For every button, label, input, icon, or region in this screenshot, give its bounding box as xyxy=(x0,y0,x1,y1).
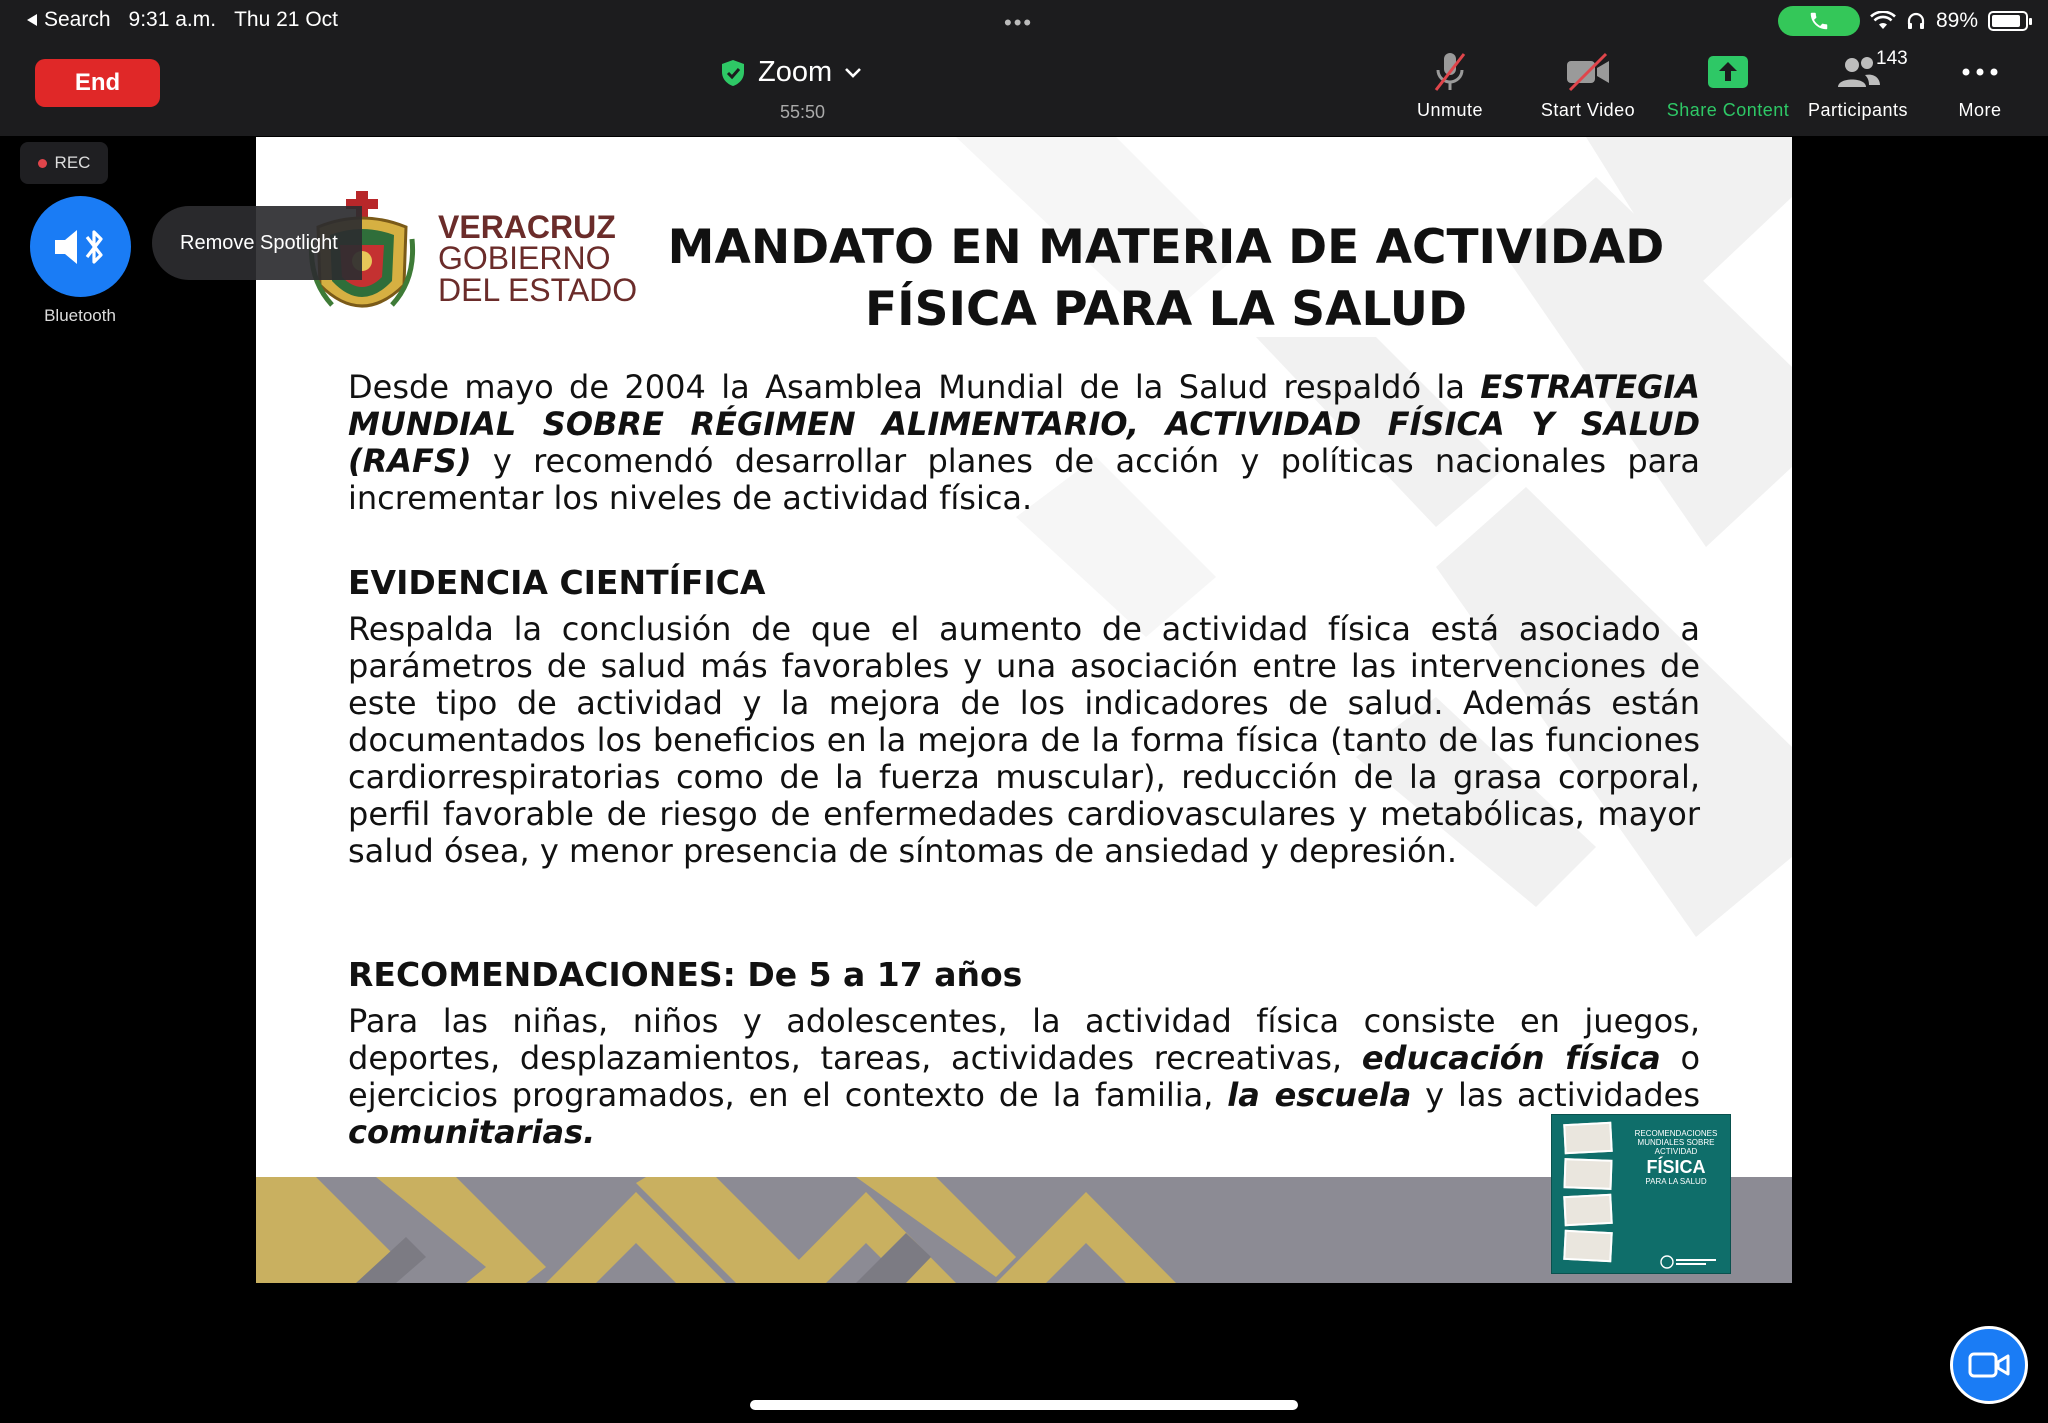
rec-text-c: o ejercicios programados, en el contexto de la familia, xyxy=(348,1039,1701,1114)
rec-text-a: Para las niñas, niños y adolescentes, la actividad física consiste en juegos, deportes, desplazamientos, tareas, actividades recreativas, xyxy=(348,1002,1700,1077)
bluetooth-label: Bluetooth xyxy=(44,306,116,325)
book-title-line3: PARA LA SALUD xyxy=(1645,1177,1707,1186)
book-photo-4 xyxy=(1563,1230,1613,1262)
start-video-button[interactable] xyxy=(1523,50,1653,121)
slide-title-line2: FÍSICA PARA LA SALUD xyxy=(865,282,1467,337)
video-camera-icon xyxy=(1968,1350,2010,1380)
chevron-down-icon xyxy=(844,67,862,79)
intro-text-start: Desde mayo de 2004 la Asamblea Mundial de la Salud respaldó la xyxy=(348,368,1481,406)
active-call-pill[interactable] xyxy=(1778,6,1860,36)
end-meeting-button[interactable]: End xyxy=(35,59,160,107)
participants-count: 143 xyxy=(1876,48,1908,69)
battery-percent: 89% xyxy=(1935,9,1978,32)
intro-text-end: y recomendó desarrollar planes de acción y políticas nacionales para incrementar los niveles de actividad física. xyxy=(348,442,1700,517)
shield-check-icon xyxy=(720,59,746,87)
speaker-bluetooth-icon xyxy=(51,225,111,269)
meeting-title[interactable] xyxy=(720,56,862,89)
recording-badge[interactable] xyxy=(20,142,108,184)
rec-la-escuela: la escuela xyxy=(1227,1076,1412,1114)
shared-slide xyxy=(256,137,1792,1283)
book-photo-2 xyxy=(1563,1158,1612,1190)
multitasking-dots-icon[interactable]: ••• xyxy=(1004,10,1034,35)
status-time: 9:31 a.m. xyxy=(128,8,217,31)
wifi-icon xyxy=(1870,11,1896,31)
book-title-line1: RECOMENDACIONES MUNDIALES SOBRE ACTIVIDAD xyxy=(1634,1129,1718,1156)
intro-paragraph xyxy=(348,369,1700,517)
meeting-toolbar xyxy=(0,44,2048,136)
recommendations-paragraph xyxy=(348,1003,1700,1151)
video-camera-off-icon xyxy=(1564,52,1612,92)
back-label: Search xyxy=(44,8,111,31)
meeting-timer: 55:50 xyxy=(780,102,826,122)
participants-label: Participants xyxy=(1807,100,1909,120)
recommendations-heading: RECOMENDACIONES: De 5 a 17 años xyxy=(348,955,1023,994)
share-arrow-icon xyxy=(1706,54,1750,90)
share-content-button[interactable] xyxy=(1663,50,1793,121)
book-photo-3 xyxy=(1563,1194,1613,1226)
slide-title xyxy=(606,217,1726,341)
meeting-name: Zoom xyxy=(758,56,833,88)
home-indicator[interactable] xyxy=(750,1400,1298,1410)
rec-comunitarias: comunitarias. xyxy=(348,1113,596,1151)
more-label: More xyxy=(1958,100,2002,120)
evidence-heading: EVIDENCIA CIENTÍFICA xyxy=(348,563,766,602)
unmute-button[interactable] xyxy=(1385,50,1515,121)
status-date: Thu 21 Oct xyxy=(234,8,338,31)
back-to-search[interactable] xyxy=(26,8,111,32)
participants-icon xyxy=(1835,53,1881,91)
more-button[interactable] xyxy=(1915,50,2045,121)
remove-spotlight-button[interactable]: Remove Spotlight xyxy=(152,206,362,280)
phone-icon xyxy=(1808,10,1830,32)
status-bar xyxy=(0,0,2048,44)
evidence-paragraph: Respalda la conclusión de que el aumento de actividad física está asociado a parámetros de salud más favorables y una asociación entre las intervenciones de este tipo de actividad y la mejora de los indicadores de salud. Además están documentados los beneficios en la mejora de la forma física (tanto de las funciones cardiorrespiratorias como de la fuerza muscular), reducción de la grasa corporal, perfil favorable de riesgo de enfermedades cardiovasculares y metabólicas, mayor salud ósea, y menor presencia de síntomas de ansiedad y depresión. xyxy=(348,610,1700,870)
logo-line-gobierno: GOBIERNO xyxy=(438,240,611,277)
rec-educacion-fisica: educación física xyxy=(1361,1039,1661,1077)
slide-title-line1: MANDATO EN MATERIA DE ACTIVIDAD xyxy=(667,220,1665,275)
unmute-label: Unmute xyxy=(1416,100,1484,120)
back-triangle-icon xyxy=(26,13,38,27)
rec-text-e: y las actividades xyxy=(1411,1076,1701,1114)
recording-label: REC xyxy=(54,153,91,172)
logo-line-veracruz: VERACRUZ xyxy=(438,208,616,245)
bluetooth-audio-button[interactable] xyxy=(30,196,131,297)
share-content-label: Share Content xyxy=(1666,100,1790,120)
floating-video-button[interactable] xyxy=(1950,1326,2028,1404)
start-video-label: Start Video xyxy=(1540,100,1636,120)
battery-icon xyxy=(1988,11,2028,31)
book-photo-1 xyxy=(1563,1122,1613,1154)
book-title-line2: FÍSICA xyxy=(1646,1157,1706,1177)
who-recommendations-book-cover xyxy=(1551,1114,1731,1274)
headphones-icon xyxy=(1906,11,1926,31)
recording-dot-icon xyxy=(38,159,47,168)
microphone-muted-icon xyxy=(1430,50,1470,94)
logo-line-del-estado: DEL ESTADO xyxy=(438,271,638,308)
rafs-strategy-name: ESTRATEGIA MUNDIAL SOBRE RÉGIMEN ALIMENTARIO, ACTIVIDAD FÍSICA Y SALUD (RAFS) xyxy=(348,368,1700,480)
more-dots-icon xyxy=(1960,66,2000,78)
who-emblem-icon xyxy=(1660,1255,1720,1269)
